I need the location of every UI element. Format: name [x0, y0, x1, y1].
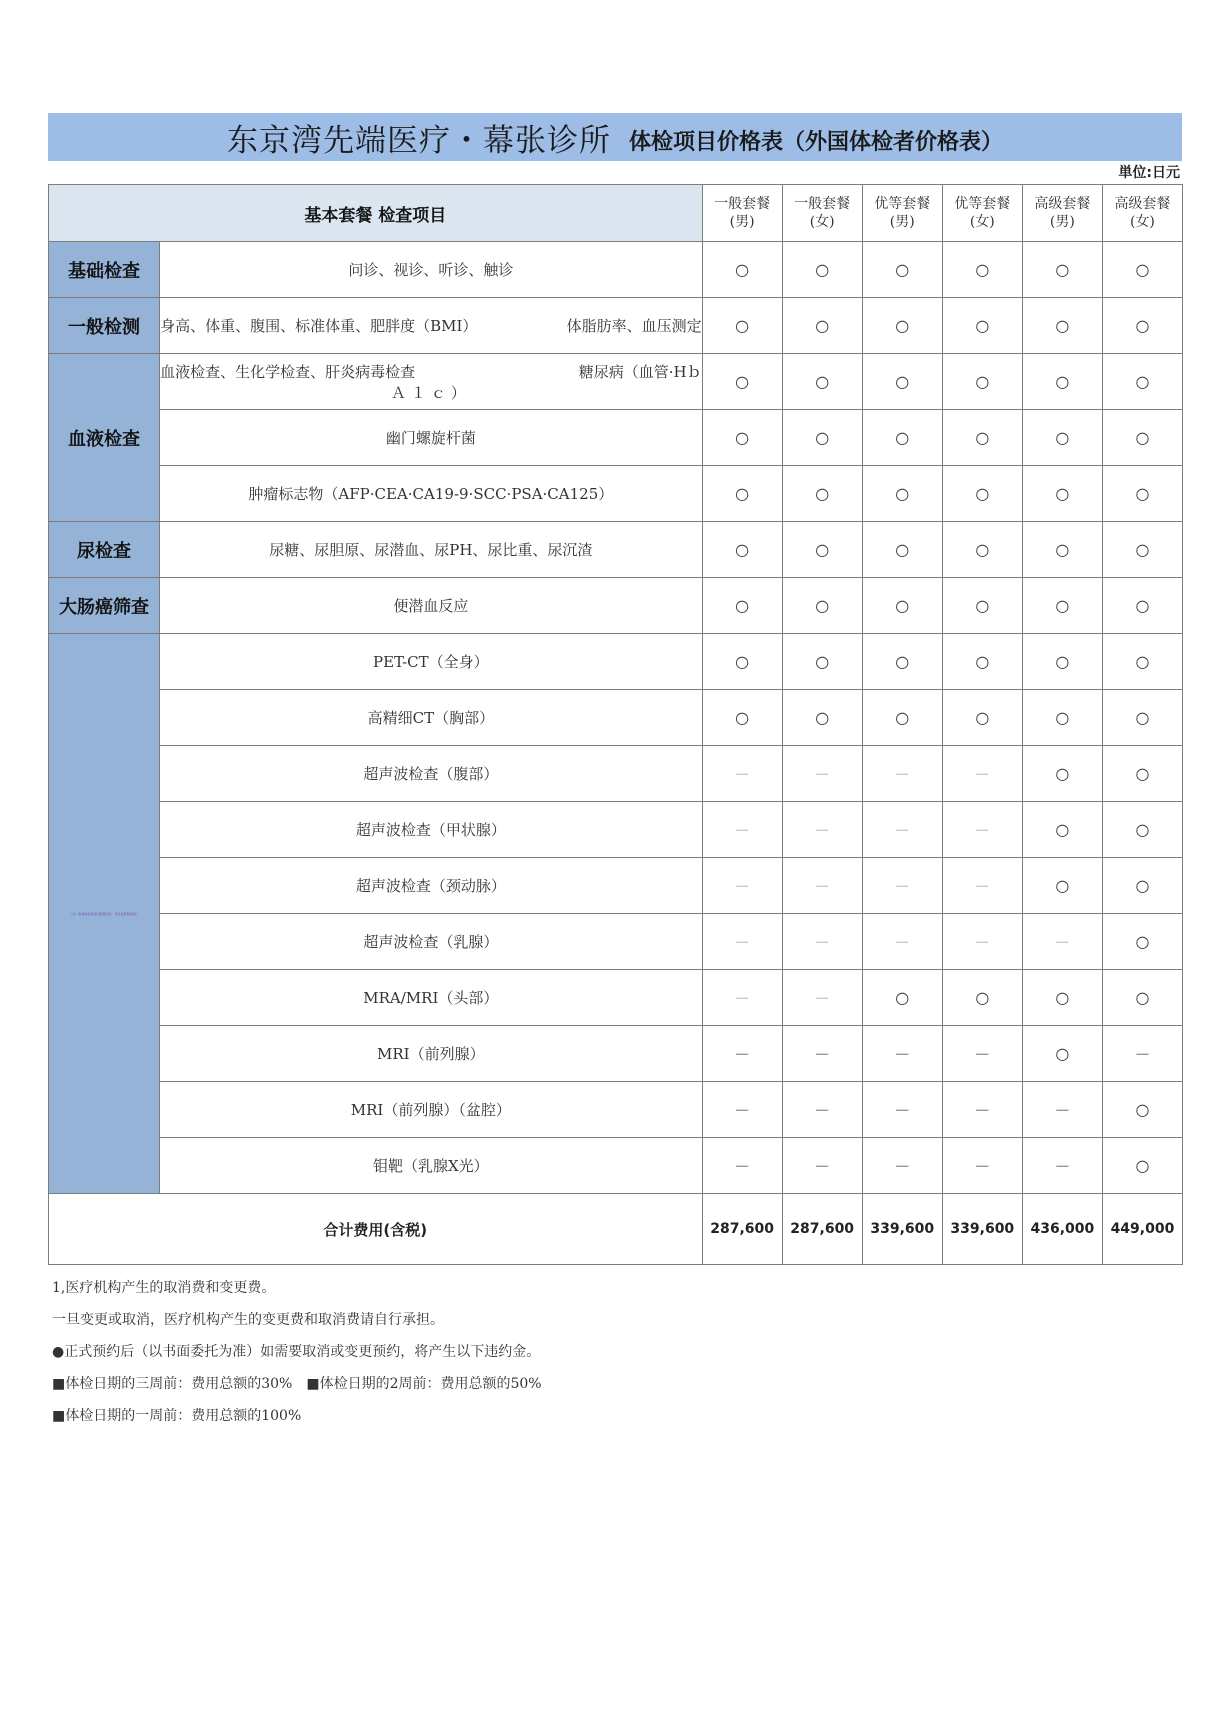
mark-cell: － — [862, 1082, 942, 1138]
item-label: 超声波检查（颈动脉） — [160, 858, 702, 914]
item-sub: Ａ１ｃ） — [390, 383, 471, 402]
mark-cell: ○ — [1022, 410, 1102, 466]
mark-cell: ○ — [1022, 242, 1102, 298]
mark-cell: － — [1022, 914, 1102, 970]
mark-cell: ○ — [1022, 466, 1102, 522]
note-line: ■体检日期的一周前：费用总额的100% — [52, 1408, 302, 1424]
mark-cell: ○ — [782, 522, 862, 578]
mark-cell: － — [862, 746, 942, 802]
package-name: 高级套餐 — [1034, 196, 1091, 212]
mark-cell: － — [942, 1082, 1022, 1138]
package-name: 一般套餐 — [794, 196, 851, 212]
mark-cell: ○ — [862, 466, 942, 522]
mark-cell: ○ — [942, 298, 1022, 354]
mark-cell: ○ — [1022, 522, 1102, 578]
table-row — [49, 634, 1183, 690]
mark-cell: ○ — [1022, 298, 1102, 354]
mark-cell: ○ — [942, 242, 1022, 298]
package-name: 高级套餐 — [1114, 196, 1171, 212]
package-name: 一般套餐 — [714, 196, 771, 212]
mark-cell: － — [862, 1138, 942, 1194]
package-gender: (男) — [1049, 214, 1075, 230]
mark-cell: － — [1022, 1082, 1102, 1138]
mark-cell: － — [1102, 1026, 1182, 1082]
table-row — [49, 578, 1183, 634]
note-line: ■体检日期的三周前：费用总额的30% ■体检日期的2周前：费用总额的50% — [52, 1376, 542, 1392]
mark-cell: ○ — [862, 522, 942, 578]
table-subtitle: 体检项目价格表（外国体检者价格表） — [628, 129, 1003, 155]
category-blood: 血液检查 — [49, 354, 160, 522]
mark-cell: － — [942, 746, 1022, 802]
mark-cell: ○ — [1022, 858, 1102, 914]
mark-cell: － — [702, 1082, 782, 1138]
mark-cell: ○ — [782, 690, 862, 746]
item-label: PET-CT（全身） — [160, 634, 702, 690]
package-gender: (女) — [1129, 214, 1155, 230]
item-label: 超声波检查（乳腺） — [160, 914, 702, 970]
mark-cell: － — [942, 1026, 1022, 1082]
mark-cell: － — [782, 802, 862, 858]
mark-cell: ○ — [702, 298, 782, 354]
mark-cell: ○ — [862, 354, 942, 410]
package-gender: (男) — [889, 214, 915, 230]
mark-cell: ○ — [702, 578, 782, 634]
mark-cell: ○ — [1102, 634, 1182, 690]
mark-cell: ○ — [862, 970, 942, 1026]
category-general: 一般检测 — [49, 298, 160, 354]
package-header — [1102, 185, 1182, 242]
package-header — [942, 185, 1022, 242]
mark-cell: ○ — [862, 634, 942, 690]
mark-cell: － — [702, 802, 782, 858]
item-label: 高精细CT（胸部） — [160, 690, 702, 746]
mark-cell: － — [782, 914, 862, 970]
package-header — [702, 185, 782, 242]
total-price: 287,600 — [782, 1194, 862, 1265]
mark-cell: ○ — [1022, 1026, 1102, 1082]
mark-cell: ○ — [782, 354, 862, 410]
mark-cell: ○ — [782, 242, 862, 298]
item-label: 便潜血反应 — [160, 578, 702, 634]
item-label: MRI（前列腺）（盆腔） — [160, 1082, 702, 1138]
package-gender: (女) — [809, 214, 835, 230]
mark-cell: ○ — [862, 298, 942, 354]
table-row — [49, 970, 1183, 1026]
mark-cell: ○ — [1022, 970, 1102, 1026]
total-row — [49, 1194, 1183, 1265]
table-row — [49, 746, 1183, 802]
category-imaging: (注：影像检查项目因套餐而异，详见各套餐说明) — [49, 634, 160, 1194]
mark-cell: ○ — [942, 578, 1022, 634]
table-row — [49, 522, 1183, 578]
mark-cell: ○ — [702, 634, 782, 690]
mark-cell: － — [782, 970, 862, 1026]
mark-cell: － — [1022, 1138, 1102, 1194]
category-basic: 基础检查 — [49, 242, 160, 298]
price-table — [48, 184, 1183, 1265]
item-left: 血液检查、生化学检查、肝炎病毒检查 — [160, 362, 416, 381]
currency-unit: 単位:日元 — [1118, 165, 1180, 181]
item-label: 幽门螺旋杆菌 — [160, 410, 702, 466]
item-right: 体脂肪率、血压测定 — [566, 317, 702, 335]
item-label: 问诊、视诊、听诊、触诊 — [160, 242, 702, 298]
mark-cell: － — [782, 858, 862, 914]
clinic-name: 东京湾先端医疗・幕张诊所 — [226, 122, 611, 159]
mark-cell: － — [702, 1138, 782, 1194]
mark-cell: ○ — [1102, 298, 1182, 354]
header-items: 基本套餐 检查项目 — [49, 185, 703, 242]
item-left: 身高、体重、腹围、标准体重、肥胖度（BMI） — [160, 317, 478, 335]
mark-cell: ○ — [1022, 354, 1102, 410]
mark-cell: ○ — [1102, 578, 1182, 634]
item-label: 超声波检查（甲状腺） — [160, 802, 702, 858]
mark-cell: － — [702, 1026, 782, 1082]
mark-cell: ○ — [1102, 466, 1182, 522]
mark-cell: － — [702, 970, 782, 1026]
category-colon: 大肠癌筛查 — [49, 578, 160, 634]
table-row — [49, 298, 1183, 354]
mark-cell: － — [942, 1138, 1022, 1194]
mark-cell: － — [862, 858, 942, 914]
package-name: 优等套餐 — [874, 196, 931, 212]
mark-cell: ○ — [1102, 242, 1182, 298]
table-row — [49, 914, 1183, 970]
mark-cell: ○ — [1022, 690, 1102, 746]
mark-cell: ○ — [1102, 690, 1182, 746]
table-row — [49, 1082, 1183, 1138]
note-line: 一旦变更或取消，医疗机构产生的变更费和取消费请自行承担。 — [52, 1312, 444, 1328]
mark-cell: ○ — [1102, 914, 1182, 970]
mark-cell: ○ — [942, 634, 1022, 690]
total-price: 287,600 — [702, 1194, 782, 1265]
notes — [52, 1272, 542, 1432]
mark-cell: ○ — [1102, 746, 1182, 802]
mark-cell: － — [782, 746, 862, 802]
package-gender: (男) — [729, 214, 755, 230]
total-price: 449,000 — [1102, 1194, 1182, 1265]
mark-cell: ○ — [1022, 578, 1102, 634]
note-line: 1,医疗机构产生的取消费和变更费。 — [52, 1280, 276, 1296]
table-row — [49, 858, 1183, 914]
package-name: 优等套餐 — [954, 196, 1011, 212]
mark-cell: － — [942, 802, 1022, 858]
item-label: MRA/MRI（头部） — [160, 970, 702, 1026]
mark-cell: － — [702, 914, 782, 970]
mark-cell: － — [862, 802, 942, 858]
mark-cell: ○ — [782, 298, 862, 354]
mark-cell: ○ — [1022, 802, 1102, 858]
total-price: 339,600 — [942, 1194, 1022, 1265]
mark-cell: ○ — [1102, 522, 1182, 578]
item-label: 钼靶（乳腺X光） — [160, 1138, 702, 1194]
mark-cell: ○ — [1102, 858, 1182, 914]
mark-cell: ○ — [702, 466, 782, 522]
mark-cell: － — [862, 914, 942, 970]
item-label: MRI（前列腺） — [160, 1026, 702, 1082]
package-header — [862, 185, 942, 242]
mark-cell: － — [862, 1026, 942, 1082]
item-label: 肿瘤标志物（AFP·CEA·CA19-9·SCC·PSA·CA125） — [160, 466, 702, 522]
mark-cell: ○ — [702, 354, 782, 410]
mark-cell: ○ — [942, 690, 1022, 746]
mark-cell: ○ — [862, 410, 942, 466]
mark-cell: ○ — [1102, 1082, 1182, 1138]
category-urine: 尿检查 — [49, 522, 160, 578]
mark-cell: － — [782, 1026, 862, 1082]
mark-cell: ○ — [942, 522, 1022, 578]
mark-cell: ○ — [782, 410, 862, 466]
mark-cell: ○ — [782, 634, 862, 690]
mark-cell: ○ — [942, 410, 1022, 466]
mark-cell: － — [942, 914, 1022, 970]
table-row — [49, 1138, 1183, 1194]
mark-cell: ○ — [1022, 746, 1102, 802]
mark-cell: ○ — [1102, 970, 1182, 1026]
mark-cell: － — [702, 858, 782, 914]
item-label: 尿糖、尿胆原、尿潜血、尿PH、尿比重、尿沉渣 — [160, 522, 702, 578]
mark-cell: ○ — [942, 970, 1022, 1026]
table-row — [49, 242, 1183, 298]
package-header — [1022, 185, 1102, 242]
item-label — [160, 354, 702, 410]
table-header-row — [49, 185, 1183, 242]
total-price: 436,000 — [1022, 1194, 1102, 1265]
table-row — [49, 690, 1183, 746]
package-gender: (女) — [969, 214, 995, 230]
mark-cell: ○ — [782, 466, 862, 522]
mark-cell: ○ — [702, 522, 782, 578]
mark-cell: ○ — [702, 410, 782, 466]
mark-cell: ○ — [702, 242, 782, 298]
mark-cell: ○ — [862, 578, 942, 634]
mark-cell: ○ — [1022, 634, 1102, 690]
total-label: 合计费用(含税) — [49, 1194, 703, 1265]
mark-cell: ○ — [862, 690, 942, 746]
item-right: 糖尿病（血管·Hｂ — [578, 362, 702, 381]
mark-cell: ○ — [702, 690, 782, 746]
item-label: 超声波检查（腹部） — [160, 746, 702, 802]
total-price: 339,600 — [862, 1194, 942, 1265]
mark-cell: ○ — [1102, 1138, 1182, 1194]
table-row — [49, 466, 1183, 522]
title-banner — [48, 113, 1182, 161]
item-label — [160, 298, 702, 354]
mark-cell: － — [782, 1138, 862, 1194]
package-header — [782, 185, 862, 242]
mark-cell: ○ — [942, 466, 1022, 522]
table-row — [49, 410, 1183, 466]
mark-cell: － — [942, 858, 1022, 914]
mark-cell: － — [782, 1082, 862, 1138]
mark-cell: ○ — [1102, 802, 1182, 858]
mark-cell: ○ — [782, 578, 862, 634]
mark-cell: － — [702, 746, 782, 802]
table-row — [49, 1026, 1183, 1082]
table-row — [49, 802, 1183, 858]
mark-cell: ○ — [1102, 354, 1182, 410]
table-row — [49, 354, 1183, 410]
mark-cell: ○ — [862, 242, 942, 298]
mark-cell: ○ — [942, 354, 1022, 410]
mark-cell: ○ — [1102, 410, 1182, 466]
note-line: ●正式预约后（以书面委托为准）如需要取消或变更预约，将产生以下违约金。 — [52, 1344, 541, 1360]
